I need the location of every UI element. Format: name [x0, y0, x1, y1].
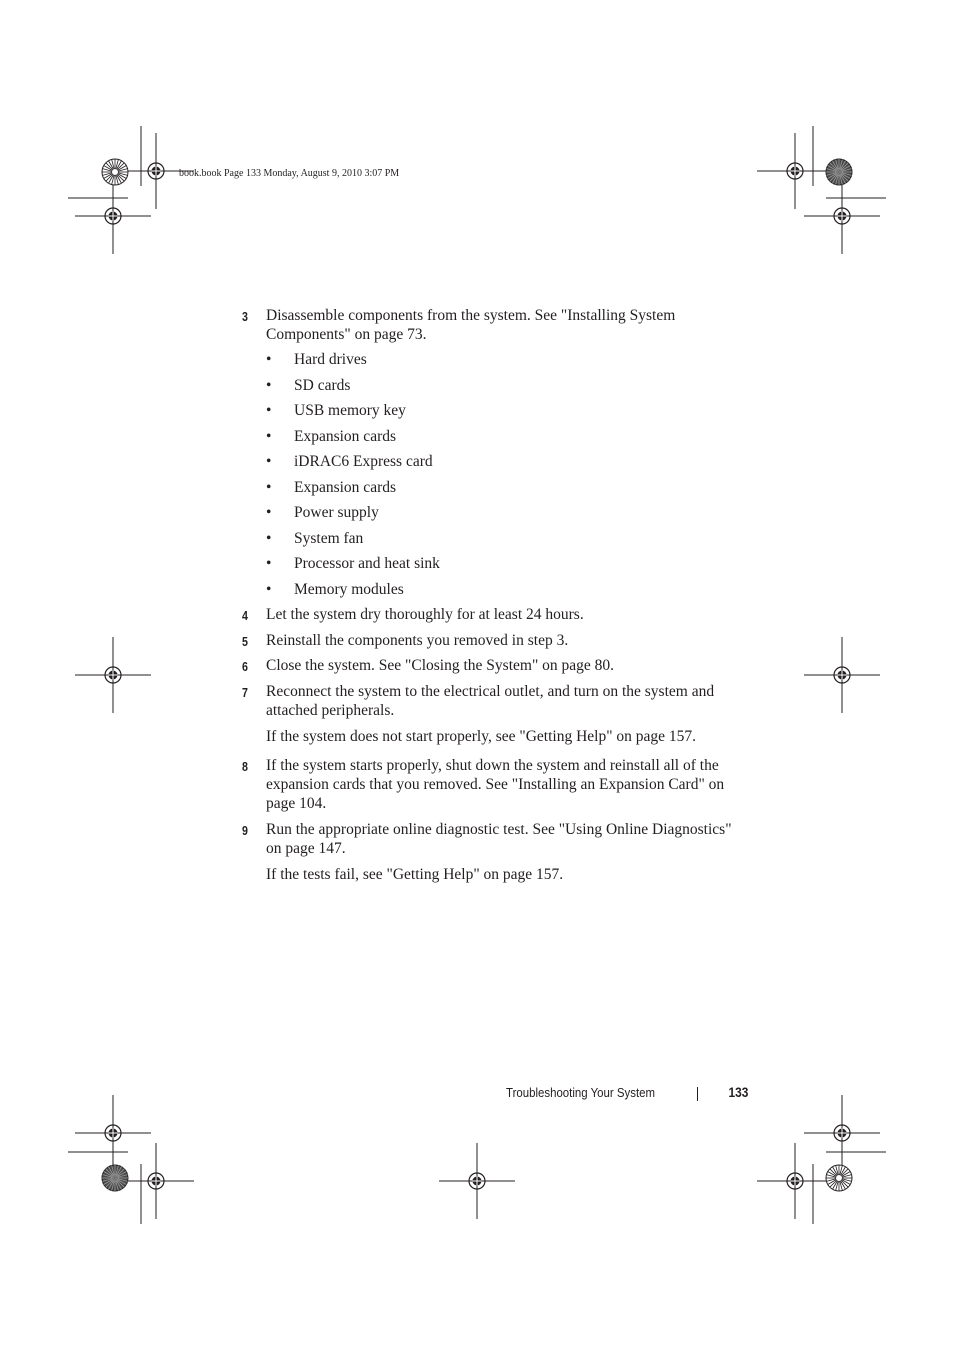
step-text: Reconnect the system to the electrical outlet, and turn on the system and attached peripherals.	[266, 683, 715, 719]
footer-separator	[697, 1087, 698, 1101]
bullet: •	[266, 504, 272, 521]
list-item: • Power supply	[266, 504, 379, 521]
list-item: • Expansion cards	[266, 478, 397, 496]
step-number: 7	[242, 685, 248, 700]
step-number: 8	[242, 759, 248, 774]
registration-mark	[439, 1143, 515, 1219]
list-item: • Expansion cards	[266, 427, 397, 445]
bullet: •	[266, 555, 272, 572]
registration-mark	[804, 637, 880, 713]
color-wheel-mark	[826, 1165, 852, 1191]
list-item: • Memory modules	[266, 580, 404, 598]
color-wheel-mark	[826, 159, 852, 185]
bullet: •	[266, 580, 272, 598]
step-text: If the system starts properly, shut down the system and reinstall all of the expansion cards that you removed. See "Installing an Expansion Card" on page 104.	[266, 757, 725, 812]
registration-mark	[757, 133, 833, 209]
component-list	[242, 350, 747, 599]
registration-mark	[804, 178, 880, 254]
step-number: 9	[242, 823, 248, 838]
bullet: •	[266, 478, 272, 496]
page-number: 133	[728, 1084, 748, 1100]
step-9-note: If the tests fail, see "Getting Help" on page 157.	[266, 866, 564, 883]
step-4	[242, 605, 747, 624]
step-number: 4	[242, 608, 248, 623]
step-7-note: If the system does not start properly, see "Getting Help" on page 157.	[266, 728, 697, 745]
step-text: Run the appropriate online diagnostic test. See "Using Online Diagnostics" on page 147.	[266, 821, 732, 857]
print-slug: book.book Page 133 Monday, August 9, 2010 3:07 PM	[179, 168, 400, 179]
step-6	[242, 656, 747, 675]
step-number: 6	[242, 659, 248, 674]
step-number: 5	[242, 634, 248, 649]
bullet: •	[266, 453, 272, 470]
step-number: 3	[242, 309, 248, 324]
registration-mark	[118, 1143, 194, 1219]
list-item: • SD cards	[266, 376, 351, 394]
step-text: Reinstall the components you removed in step 3.	[266, 632, 569, 649]
step-text: Disassemble components from the system. See "Installing System Components" on page 73.	[266, 307, 676, 343]
list-item: • iDRAC6 Express card	[266, 453, 433, 470]
list-item: • System fan	[266, 529, 364, 547]
registration-mark	[804, 1095, 880, 1171]
footer-chapter-title: Troubleshooting Your System	[506, 1085, 656, 1100]
bullet: •	[266, 427, 272, 445]
registration-mark	[75, 637, 151, 713]
main-content	[242, 306, 747, 884]
step-5	[242, 631, 747, 650]
step-7	[242, 682, 747, 720]
bullet: •	[266, 529, 272, 547]
color-wheel-mark	[102, 1165, 128, 1191]
bullet: •	[266, 376, 272, 394]
registration-mark	[75, 1095, 151, 1171]
registration-mark	[75, 178, 151, 254]
list-item: • Hard drives	[266, 351, 367, 368]
registration-mark	[757, 1143, 833, 1219]
list-item: • USB memory key	[266, 402, 406, 419]
step-3	[242, 306, 747, 344]
step-text: Let the system dry thoroughly for at least 24 hours.	[266, 606, 584, 623]
color-wheel-mark	[102, 159, 128, 185]
step-8	[242, 756, 747, 813]
step-9	[242, 820, 747, 858]
page-footer	[506, 1084, 748, 1102]
step-text: Close the system. See "Closing the System" on page 80.	[266, 657, 615, 674]
bullet: •	[266, 351, 272, 368]
bullet: •	[266, 402, 272, 419]
list-item: • Processor and heat sink	[266, 555, 440, 572]
